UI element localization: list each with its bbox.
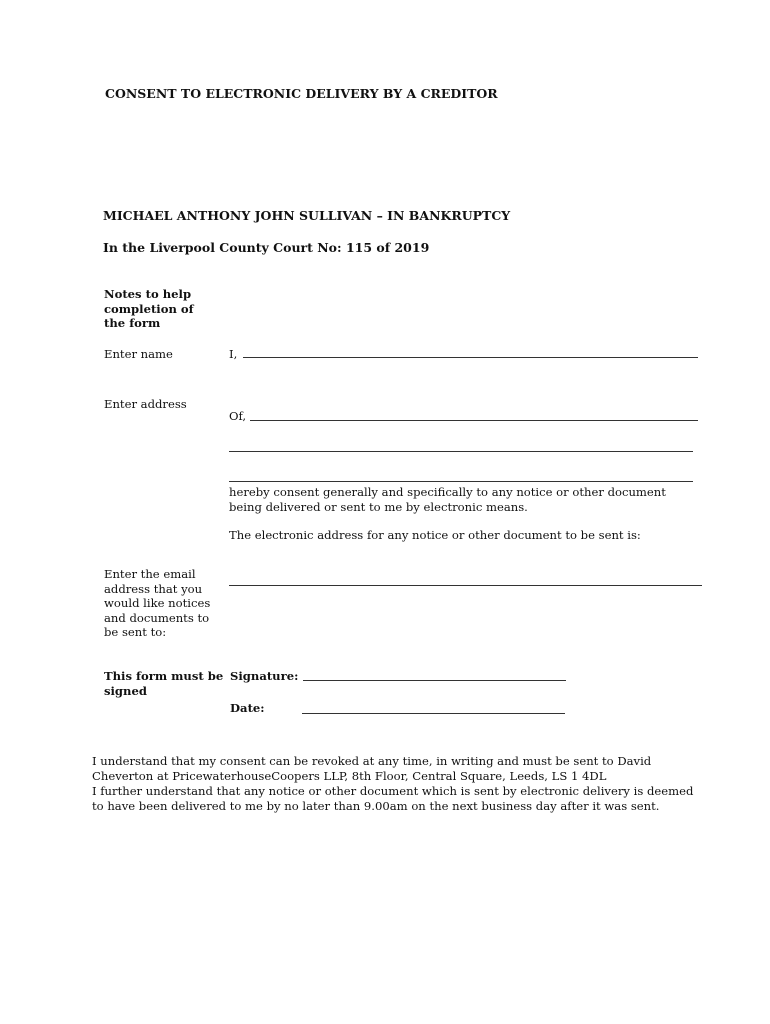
address-field-line-1[interactable] [250,420,698,421]
footer-line-3: I further understand that any notice or other document which is sent by electronic delivery is deemed [92,784,694,798]
footer-line-2: Cheverton at PricewaterhouseCoopers LLP, 8th Floor, Central Square, Leeds, LS 1 4DL [92,769,607,783]
enter-email-note: Enter the email address that you would like notices and documents to be sent to: [104,567,211,639]
debtor-heading: MICHAEL ANTHONY JOHN SULLIVAN – IN BANKRUPTCY [103,208,511,223]
name-prefix: I, [229,347,238,361]
address-field-line-2[interactable] [229,451,693,452]
enter-name-note: Enter name [104,347,173,361]
address-prefix: Of, [229,409,247,423]
signature-label: Signature: [230,669,299,683]
date-label: Date: [230,701,265,715]
enter-address-note: Enter address [104,397,187,411]
footer-line-1: I understand that my consent can be revoked at any time, in writing and must be sent to David [92,754,652,768]
signature-field[interactable] [303,680,566,681]
name-field[interactable] [243,357,698,358]
consent-statement: hereby consent generally and specifically to any notice or other document being delivered or sent to me by electronic means. [229,485,666,514]
email-field[interactable] [229,585,702,586]
address-field-line-3[interactable] [229,481,693,482]
court-reference: In the Liverpool County Court No: 115 of 2019 [103,240,430,255]
date-field[interactable] [302,713,565,714]
footer-line-4: to have been delivered to me by no later than 9.00am on the next business day after it was sent. [92,799,660,813]
form-title: CONSENT TO ELECTRONIC DELIVERY BY A CREDITOR [105,86,498,101]
notes-heading: Notes to help completion of the form [104,287,194,330]
signature-note: This form must be signed [104,669,224,698]
electronic-address-statement: The electronic address for any notice or other document to be sent is: [229,528,641,542]
